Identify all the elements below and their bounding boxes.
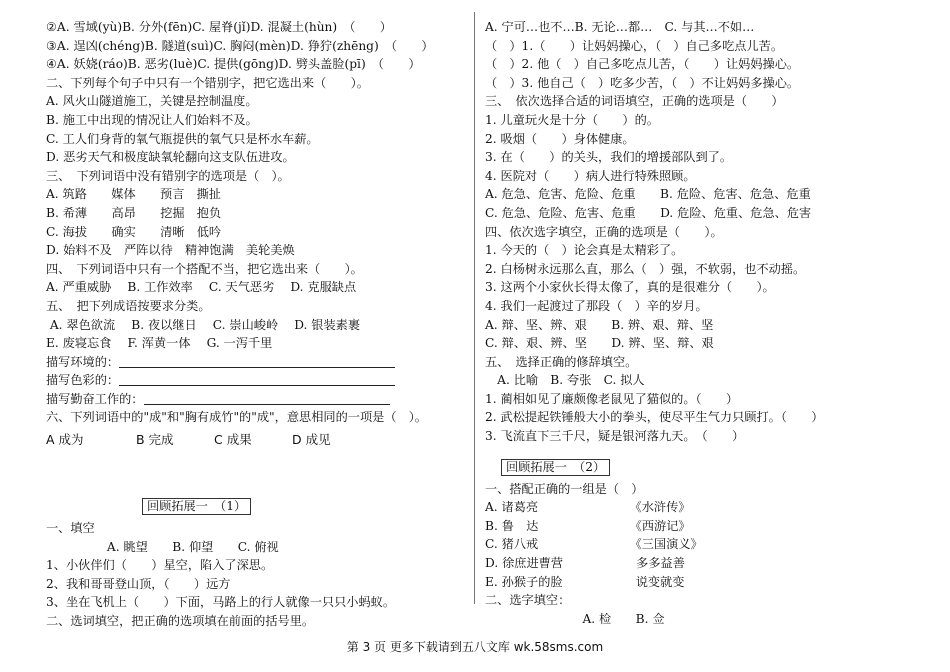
text-line: 3. 飞流直下三千尺，疑是银河落九天。 （ ）: [485, 429, 745, 444]
text-line: 3. 在（ ）的关头，我们的增援部队到了。: [485, 150, 733, 165]
text-line: 3、坐在飞机上（ ）下面，马路上的行人就像一只只小蚂蚁。: [46, 595, 396, 610]
section-title: 回顾拓展一 （1）: [142, 498, 251, 515]
text-line: A. 眺望 B. 仰望 C. 俯视: [46, 539, 279, 554]
text-line: A. 检 B. 佥: [485, 611, 665, 626]
page-footer: 第 3 页 更多下载请到五八文库 wk.58sms.com: [346, 640, 604, 654]
text-line: D. 恶劣天气和极度缺氧轮翻向这支队伍进攻。: [46, 150, 295, 165]
option-c: C 成果: [214, 432, 252, 448]
text-line: 1. 蔺相如见了廉颇像老鼠见了猫似的。（ ）: [485, 391, 739, 406]
text-line: 2. 武松提起铁锤般大小的拳头，使尽平生气力只顾打。（ ）: [485, 410, 824, 425]
text-line: 1. 今天的（ ）论会真是太精彩了。: [485, 243, 684, 258]
choice-row: [46, 427, 466, 453]
text-line: A. 辩、坚、辨、艰 B. 辨、艰、辩、坚: [485, 317, 714, 332]
text-line: A. 宁可…也不…B. 无论…都… C. 与其…不如…: [485, 20, 755, 34]
column-divider: [474, 12, 475, 604]
text-line: 2、我和哥哥登山顶，（ ）远方: [46, 576, 231, 591]
right-column: [485, 18, 925, 628]
text-line: C. 辩、艰、辨、坚 D. 辨、坚、辩、艰: [485, 336, 714, 351]
text-line: A. 危急、危害、危险、危重 B. 危险、危害、危急、危重: [485, 187, 811, 202]
text-line: B. 施工中出现的情况让人们始料不及。: [46, 112, 258, 127]
question-heading: 三、 依次选择合适的词语填空，正确的选项是（ ）: [485, 94, 784, 109]
text-line: ④A. 妖娆(ráo)B. 恶劣(luè)C. 提供(gōng)D. 劈头盖脸(pī) （ ）: [46, 57, 421, 72]
question-heading: 五、 选择正确的修辞填空。: [485, 354, 638, 369]
option-a: A 成为: [46, 432, 84, 448]
text-line: 4. 医院对（ ）病人进行特殊照顾。: [485, 168, 696, 183]
fill-label: 描写环境的：: [46, 354, 120, 369]
text-line: ②A. 雪域(yù)B. 分外(fēn)C. 屋脊(jǐ)D. 混凝土(hùn) （ ）: [46, 20, 392, 34]
fill-label: 描写勤奋工作的：: [46, 391, 144, 406]
answer-blank[interactable]: [119, 373, 395, 386]
text-line: A. 比喻 B. 夸张 C. 拟人: [485, 373, 645, 388]
left-column: [46, 18, 466, 631]
text-line: 2. 白杨树永远那么直，那么（ ）强，不软弱，也不动摇。: [485, 261, 806, 276]
text-line: A. 翠色欲流 B. 夜以继日 C. 崇山峻岭 D. 银装素裹: [46, 317, 361, 332]
text-line: D. 徐庶进曹营 多多益善: [485, 556, 685, 571]
text-line: B. 鲁 达 《西游记》: [485, 518, 691, 533]
text-line: B. 希薄 高昂 挖掘 抱负: [46, 205, 222, 220]
text-line: 1. 儿童玩火是十分（ ）的。: [485, 112, 659, 127]
text-line: （ ）3. 他自己（ ）吃多少苦，（ ）不让妈妈多操心。: [485, 75, 800, 90]
fill-line-env: [46, 353, 466, 372]
text-line: A. 风火山隧道施工，关键是控制温度。: [46, 94, 258, 109]
text-line: 1、小伙伴们（ ）星空，陷入了深思。: [46, 558, 274, 573]
text-line: E. 废寝忘食 F. 浑黄一体 G. 一泻千里: [46, 336, 273, 351]
section-title-row: [485, 458, 925, 480]
question-heading: 六、下列词语中的"成"和"胸有成竹"的"成"，意思相同的一项是（ ）。: [46, 410, 427, 425]
text-line: C. 海拔 确实 清晰 低吟: [46, 224, 222, 239]
text-line: A. 诸葛亮 《水浒传》: [485, 500, 691, 515]
question-heading: 五、 把下列成语按要求分类。: [46, 298, 211, 313]
text-line: C. 猪八戒 《三国演义》: [485, 537, 703, 552]
text-line: ③A. 逞凶(chéng)B. 隧道(suì)C. 胸闷(mèn)D. 狰狞(zhēng) （ ）: [46, 38, 434, 53]
fill-line-color: [46, 371, 466, 390]
question-heading: 二、选字填空：: [485, 593, 571, 608]
spacer: [46, 453, 466, 497]
text-line: （ ）1.（ ）让妈妈操心，（ ）自己多吃点儿苦。: [485, 38, 784, 53]
text-line: C. 工人们身背的氧气瓶提供的氧气只是杯水车薪。: [46, 131, 319, 146]
text-line: （ ）2. 他（ ）自己多吃点儿苦，（ ）让妈妈操心。: [485, 57, 800, 72]
question-heading: 四、 下列词语中只有一个搭配不当，把它选出来（ ）。: [46, 261, 363, 276]
answer-blank[interactable]: [119, 355, 395, 368]
question-heading: 二、下列每个句子中只有一个错别字，把它选出来（ ）。: [46, 75, 369, 90]
text-line: A. 筑路 媒体 预言 撕扯: [46, 187, 221, 202]
text-line: C. 危急、危险、危害、危重 D. 危险、危重、危急、危害: [485, 205, 812, 220]
text-line: A. 严重威胁 B. 工作效率 C. 天气恶劣 D. 克服缺点: [46, 280, 357, 295]
text-line: E. 孙猴子的脸 说变就变: [485, 574, 685, 589]
text-line: 2. 吸烟（ ）身体健康。: [485, 131, 635, 146]
fill-label: 描写色彩的：: [46, 373, 120, 388]
question-heading: 三、 下列词语中没有错别字的选项是（ ）。: [46, 168, 290, 183]
section-title: 回顾拓展一 （2）: [501, 459, 610, 476]
section-title-row: [46, 497, 466, 519]
text-line: D. 始料不及 严阵以待 精神饱满 美轮美焕: [46, 243, 295, 258]
question-heading: 一、填空: [46, 521, 95, 536]
answer-blank[interactable]: [144, 392, 390, 405]
spacer: [485, 446, 925, 458]
option-b: B 完成: [136, 432, 174, 448]
text-line: 4. 我们一起渡过了那段（ ）辛的岁月。: [485, 298, 708, 313]
fill-line-work: [46, 390, 466, 409]
option-d: D 成见: [292, 432, 331, 448]
text-line: 3. 这两个小家伙长得太像了，真的是很难分（ ）。: [485, 280, 775, 295]
question-heading: 二、选词填空，把正确的选项填在前面的括号里。: [46, 614, 315, 629]
question-heading: 四、依次选字填空，正确的选项是（ ）。: [485, 224, 723, 239]
question-heading: 一、搭配正确的一组是（ ）: [485, 481, 644, 496]
